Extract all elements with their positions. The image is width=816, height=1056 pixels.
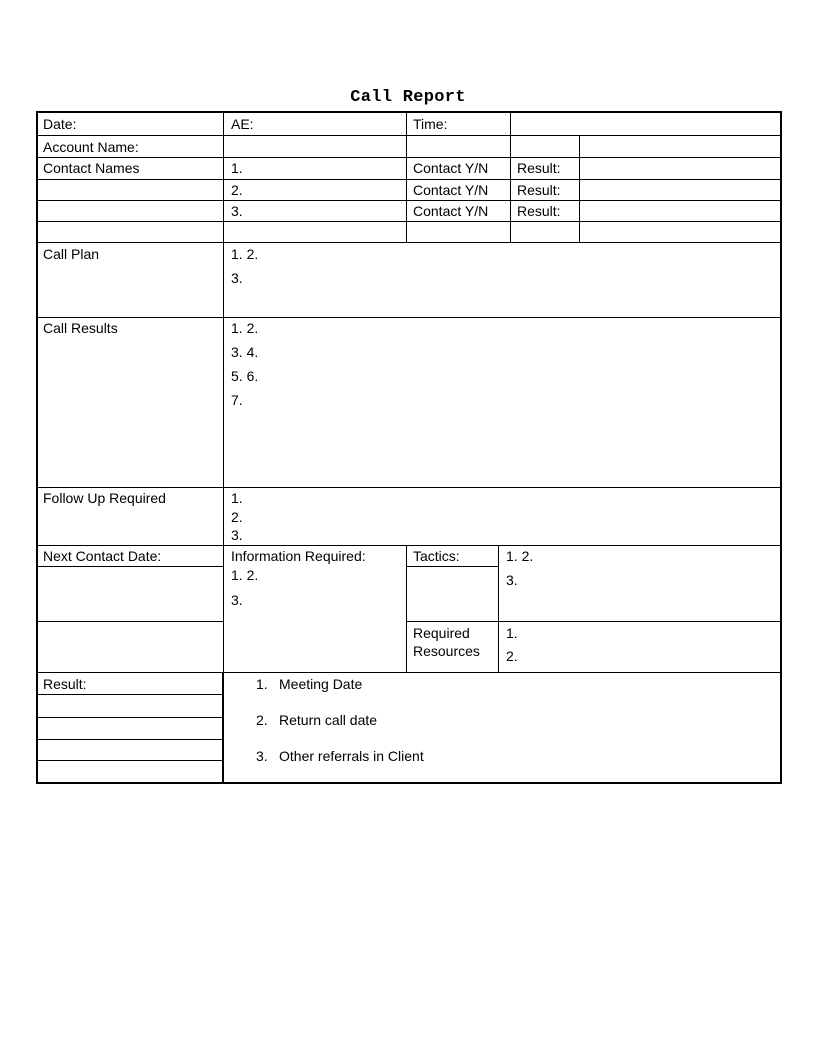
contact-result-label: Result:	[517, 160, 561, 176]
follow-up-line: 1.	[231, 490, 243, 506]
page-title: Call Report	[350, 88, 466, 107]
contact-yn-label: Contact Y/N	[413, 182, 489, 198]
row-divider	[36, 221, 782, 222]
information-required-label: Information Required:	[231, 548, 366, 564]
result-label: Result:	[43, 676, 87, 692]
account-name-label: Account Name:	[43, 139, 139, 155]
row-divider	[36, 739, 224, 740]
information-required-line: 3.	[231, 592, 243, 608]
tactics-line: 3.	[506, 572, 518, 588]
ae-label: AE:	[231, 116, 254, 132]
contact-yn-label: Contact Y/N	[413, 160, 489, 176]
result-item-text: Other referrals in Client	[279, 748, 424, 764]
information-required-line: 1. 2.	[231, 567, 259, 583]
column-divider	[579, 135, 580, 243]
call-results-line: 1. 2.	[231, 320, 259, 336]
call-report-form	[36, 111, 782, 784]
row-divider	[36, 135, 782, 136]
row-divider	[36, 487, 782, 488]
row-divider	[36, 566, 224, 567]
call-results-label: Call Results	[43, 320, 118, 336]
required-resources-line: 2.	[506, 648, 518, 664]
result-item-text: Return call date	[279, 712, 378, 728]
contact-number: 1.	[231, 160, 243, 176]
next-contact-date-label: Next Contact Date:	[43, 548, 162, 564]
contact-number: 3.	[231, 203, 243, 219]
result-item-text: Meeting Date	[279, 676, 363, 692]
row-divider	[36, 672, 782, 673]
column-divider	[222, 672, 224, 784]
contact-result-label: Result:	[517, 203, 561, 219]
column-divider	[223, 111, 224, 673]
contact-names-label: Contact Names	[43, 160, 140, 176]
row-divider	[36, 621, 224, 622]
row-divider	[36, 200, 782, 201]
follow-up-line: 3.	[231, 527, 243, 543]
column-divider	[406, 545, 407, 673]
tactics-label: Tactics:	[413, 548, 460, 564]
call-plan-label: Call Plan	[43, 246, 100, 262]
result-item-number: 1.	[256, 676, 268, 692]
time-label: Time:	[413, 116, 448, 132]
call-plan-line: 3.	[231, 270, 243, 286]
required-resources-line: 1.	[506, 625, 518, 641]
required-resources-label: Required	[413, 625, 470, 641]
required-resources-label: Resources	[413, 643, 480, 659]
column-divider	[498, 545, 499, 673]
contact-yn-label: Contact Y/N	[413, 203, 489, 219]
follow-up-label: Follow Up Required	[43, 490, 166, 506]
contact-number: 2.	[231, 182, 243, 198]
result-item-number: 2.	[256, 712, 268, 728]
call-results-line: 5. 6.	[231, 368, 259, 384]
date-label: Date:	[43, 116, 77, 132]
row-divider	[36, 694, 224, 695]
row-divider	[36, 760, 224, 761]
row-divider	[36, 545, 782, 546]
row-divider	[36, 317, 782, 318]
column-divider	[406, 111, 407, 243]
row-divider	[36, 717, 224, 718]
follow-up-line: 2.	[231, 509, 243, 525]
call-results-line: 3. 4.	[231, 344, 259, 360]
tactics-line: 1. 2.	[506, 548, 534, 564]
row-divider	[36, 242, 782, 243]
call-plan-line: 1. 2.	[231, 246, 259, 262]
row-divider	[36, 179, 782, 180]
row-divider	[406, 621, 782, 622]
call-results-line: 7.	[231, 392, 243, 408]
column-divider	[510, 111, 511, 243]
result-item-number: 3.	[256, 748, 268, 764]
row-divider	[36, 157, 782, 158]
contact-result-label: Result:	[517, 182, 561, 198]
row-divider	[406, 566, 498, 567]
